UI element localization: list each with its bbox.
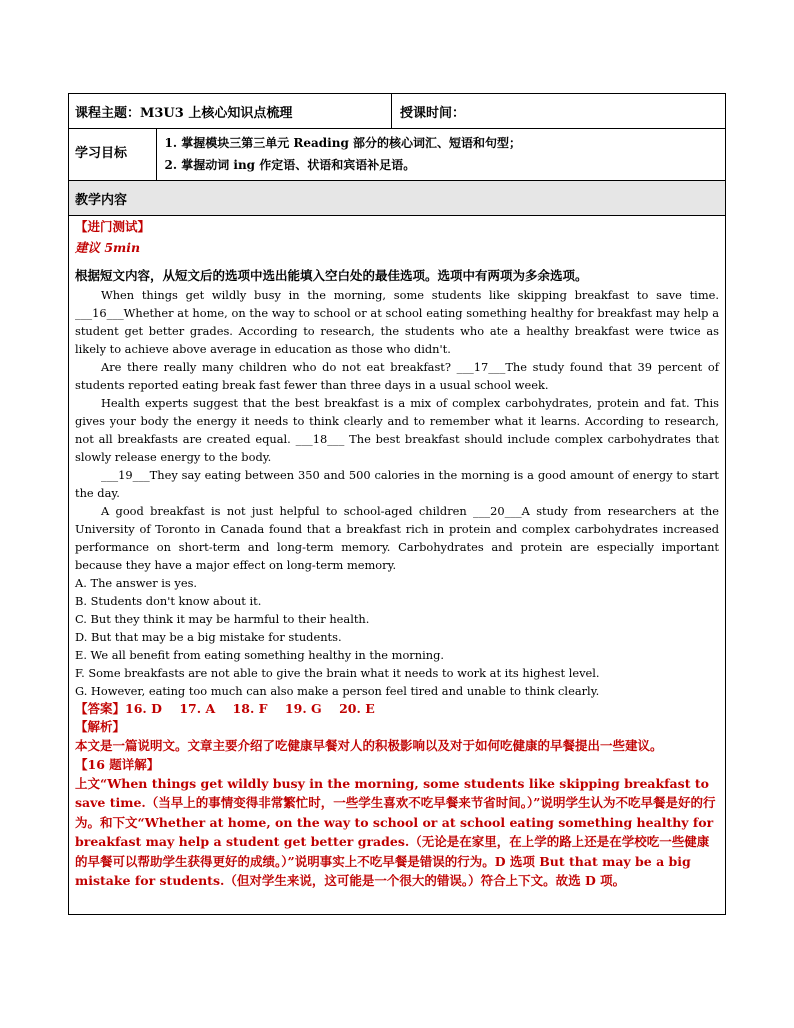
passage-paragraph: Health experts suggest that the best breakfast is a mix of complex carbohydrates, protein and fat. This gives your body the energy it needs to think clearly and to remember what it learns. According to research, not all breakfasts are created equal. ___18___ The best breakfast should include complex carbohydrates that slowly release energy to the body.	[75, 396, 719, 464]
analysis-tag: 【解析】	[75, 719, 126, 734]
detail-tag: 【16 题详解】	[75, 756, 160, 772]
teaching-content-label: 教学内容	[69, 181, 726, 216]
lesson-plan-table	[68, 93, 726, 915]
option-item: C. But they think it may be harmful to their health.	[75, 612, 370, 626]
entry-test-tag: 【进门测试】	[75, 219, 151, 234]
option-item: B. Students don't know about it.	[75, 594, 262, 608]
lesson-time-label: 授课时间：	[392, 94, 726, 129]
option-item: F. Some breakfasts are not able to give the brain what it needs to work at its highest level.	[75, 666, 600, 680]
passage-paragraph: Are there really many children who do not eat breakfast? ___17___The study found that 39 percent of students reported eating break fast fewer than three days in a usual school week.	[75, 360, 719, 392]
analysis-text: 本文是一篇说明文。文章主要介绍了吃健康早餐对人的积极影响以及对于如何吃健康的早餐提出一些建议。	[75, 738, 663, 753]
option-item: G. However, eating too much can also make a person feel tired and unable to think clearly.	[75, 684, 600, 698]
goal-item: 2. 掌握动词 ing 作定语、状语和宾语补足语。	[164, 158, 416, 172]
instruction: 根据短文内容，从短文后的选项中选出能填入空白处的最佳选项。选项中有两项为多余选项。	[75, 268, 588, 283]
course-topic: 课程主题：M3U3 上核心知识点梳理	[69, 94, 392, 129]
passage-paragraph: When things get wildly busy in the morning, some students like skipping breakfast to save time. ___16___Whether at home, on the way to school or at school eating something healthy for breakfast may help a student get better grades. According to research, the students who ate a healthy breakfast were twice as likely to achieve above average in education as those who didn't.	[75, 288, 719, 356]
detail-text: 上文“When things get wildly busy in the morning, some students like skipping breakfast to save time.（当早上的事情变得非常繁忙时，一些学生喜欢不吃早餐来节省时间。）”说明学生认为不吃早餐是好的行为。和下文“Whether at home, on the way to school or at school eating something healthy for breakfast may help a student get better grades.（无论是在家里，在上学的路上还是在学校吃一些健康的早餐可以帮助学生获得更好的成绩。）”说明事实上不吃早餐是错误的行为。D 选项 But that may be a big mistake for students.（但对学生来说，这可能是一个很大的错误。）符合上下文。故选 D 项。	[75, 775, 716, 888]
option-item: D. But that may be a big mistake for students.	[75, 630, 342, 644]
teaching-content	[69, 216, 726, 915]
option-item: A. The answer is yes.	[75, 576, 198, 590]
learning-goals-label: 学习目标	[69, 129, 156, 180]
passage-paragraph: A good breakfast is not just helpful to school-aged children ___20___A study from researchers at the University of Toronto in Canada found that a breakfast rich in protein and complex carbohydrates increased performance on short-term and long-term memory. Carbohydrates and protein are especially important because they have a major effect on long-term memory.	[75, 504, 719, 572]
goal-item: 1. 掌握模块三第三单元 Reading 部分的核心词汇、短语和句型；	[164, 136, 522, 150]
suggested-time: 建议 5min	[75, 240, 141, 255]
learning-goals	[156, 129, 725, 180]
passage-paragraph: ___19___They say eating between 350 and 500 calories in the morning is a good amount of energy to start the day.	[75, 468, 719, 500]
answer-key: 【答案】16. D 17. A 18. F 19. G 20. E	[75, 701, 375, 716]
option-item: E. We all benefit from eating something healthy in the morning.	[75, 648, 444, 662]
